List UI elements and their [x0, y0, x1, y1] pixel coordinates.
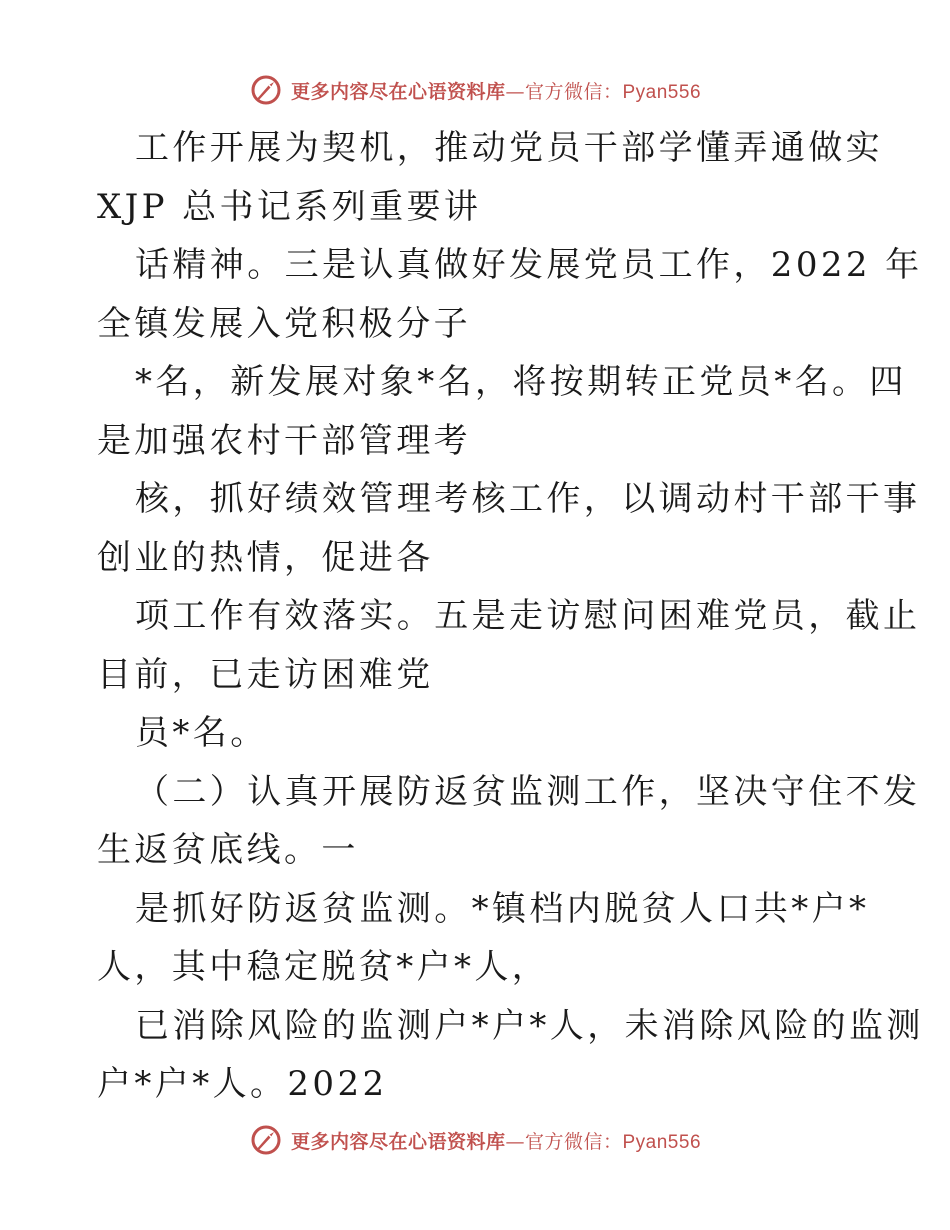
- body-line: XJP 总书记系列重要讲: [97, 186, 482, 227]
- document-body: [97, 119, 924, 1114]
- body-line: 生返贫底线。一: [97, 830, 359, 870]
- body-line: 核，抓好绩效管理考核工作，以调动村干部干事: [135, 479, 921, 519]
- body-line: 全镇发展入党积极分子: [97, 303, 471, 344]
- body-line: 员*名。: [135, 713, 268, 753]
- body-line: 户*户*人。2022: [97, 1064, 388, 1104]
- body-line: 是抓好防返贫监测。*镇档内脱贫人口共*户*: [135, 888, 870, 929]
- watermark-wechat-id: Pyan556: [622, 1131, 702, 1153]
- body-line: 已消除风险的监测户*户*人，未消除风险的监测: [135, 1005, 924, 1046]
- footer-watermark: [0, 1120, 950, 1160]
- watermark-dash: —: [505, 1130, 525, 1153]
- watermark-text: [291, 77, 701, 104]
- body-line: 工作开展为契机，推动党员干部学懂弄通做实: [135, 128, 883, 168]
- header-watermark: [0, 70, 950, 110]
- body-line: 创业的热情，促进各: [97, 537, 434, 578]
- watermark-label: 官方微信：: [524, 80, 623, 103]
- watermark-brand: 更多内容尽在心语资料库: [290, 80, 506, 103]
- body-line: 话精神。三是认真做好发展党员工作，2022 年: [135, 245, 923, 285]
- quill-pen-logo-icon: [249, 1123, 283, 1157]
- watermark-label: 官方微信：: [524, 1130, 623, 1153]
- quill-pen-logo-icon: [249, 73, 283, 107]
- body-line: 项工作有效落实。五是走访慰问困难党员，截止: [135, 596, 921, 636]
- watermark-wechat-id: Pyan556: [622, 81, 702, 103]
- watermark-brand: 更多内容尽在心语资料库: [290, 1130, 506, 1153]
- body-line: 是加强农村干部管理考: [97, 420, 471, 461]
- section-heading-line: （二）认真开展防返贫监测工作，坚决守住不发: [135, 771, 921, 812]
- body-line: *名，新发展对象*名，将按期转正党员*名。四: [135, 362, 907, 402]
- watermark-text: [291, 1127, 701, 1154]
- body-line: 目前，已走访困难党: [97, 654, 434, 695]
- watermark-dash: —: [505, 80, 525, 103]
- body-line: 人，其中稳定脱贫*户*人，: [97, 947, 550, 987]
